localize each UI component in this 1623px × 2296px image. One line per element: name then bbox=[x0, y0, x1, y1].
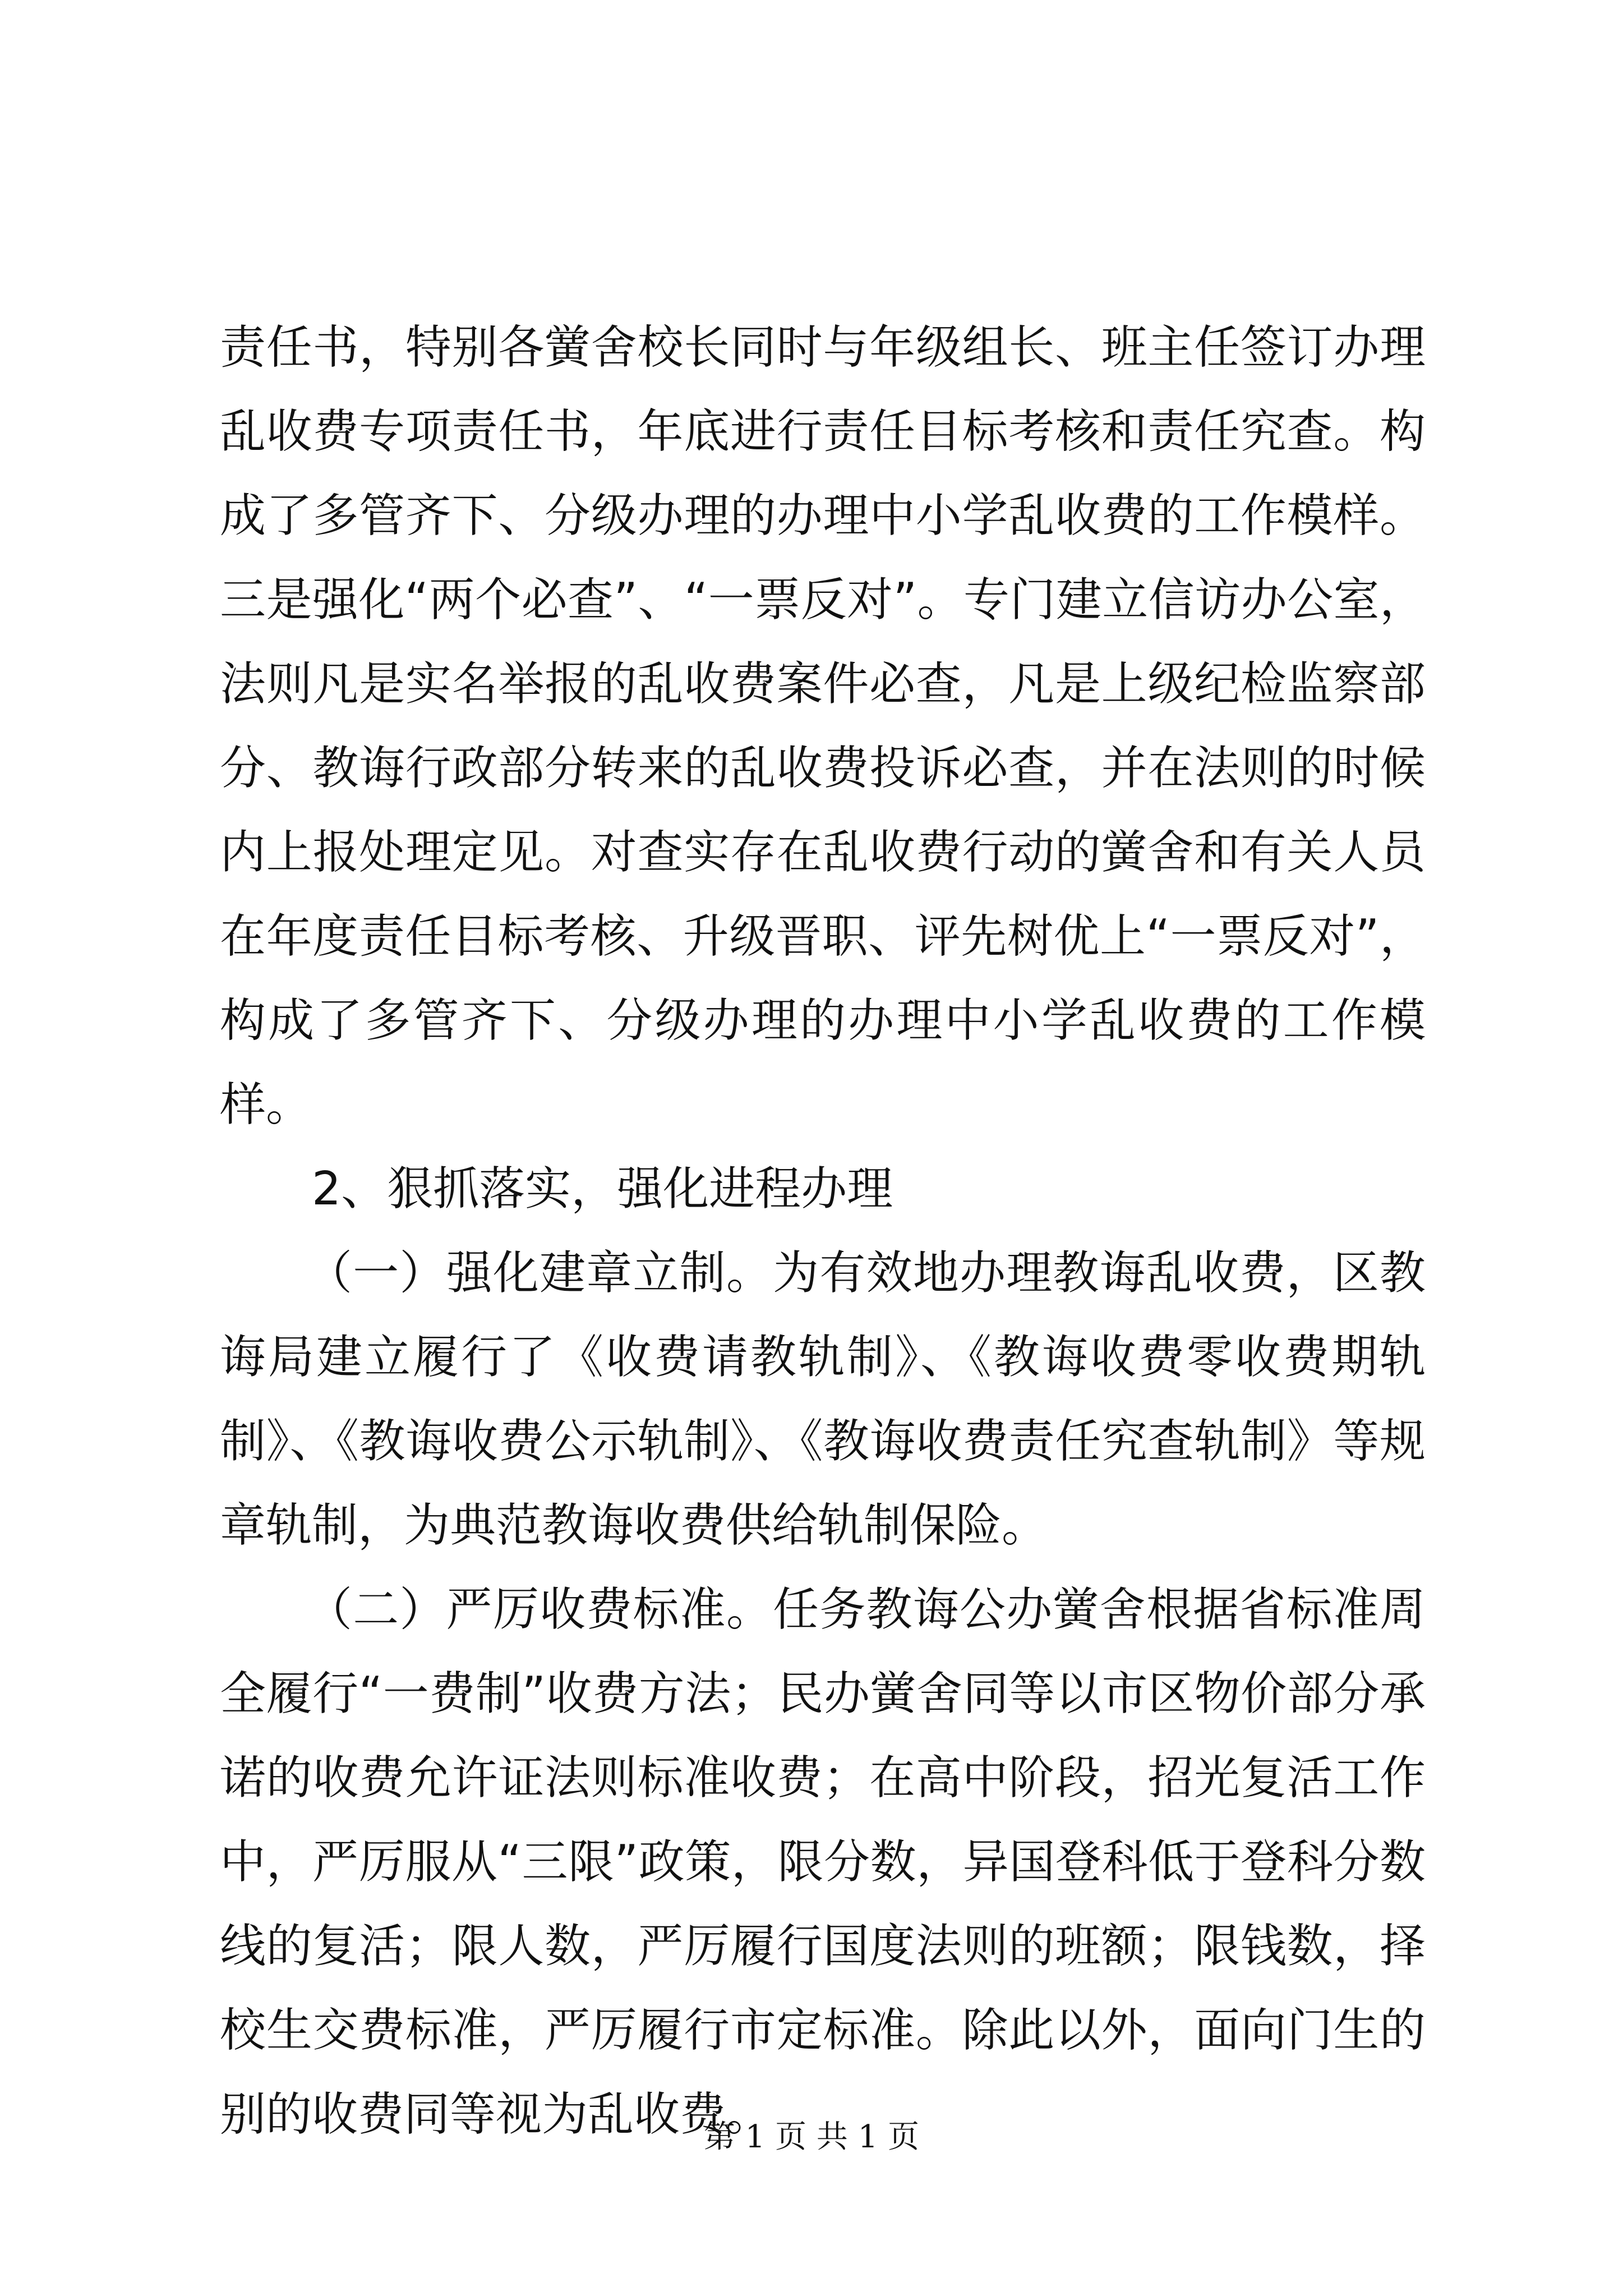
document-body bbox=[220, 306, 1426, 2157]
section-heading-implementation: 2、狠抓落实，强化进程办理 bbox=[312, 1162, 893, 1216]
paragraph-responsibility: 责任书，特别各黉舍校长同时与年级组长、班主任签订办理乱收费专项责任书，年底进行责任目标考核和责任究查。构成了多管齐下、分级办理的办理中小学乱收费的工作模样。三是强化“两个必查”、“一票反对”。专门建立信访办公室，法则凡是实名举报的乱收费案件必查，凡是上级纪检监察部分、教诲行政部分转来的乱收费投诉必查，并在法则的时候内上报处理定见。对查实存在乱收费行动的黉舍和有关人员在年度责任目标考核、升级晋职、评先树优上“一票反对”，构成了多管齐下、分级办理的办理中小学乱收费的工作模样。 bbox=[220, 321, 1426, 1131]
page-footer: 第 1 页 共 1 页 bbox=[703, 2119, 920, 2155]
paragraph-fee-standards: （二）严厉收费标准。任务教诲公办黉舍根据省标准周全履行“一费制”收费方法；民办黉舍同等以市区物价部分承诺的收费允许证法则标准收费；在高中阶段，招光复活工作中，严厉服从“三限”政策，限分数，异国登科低于登科分数线的复活；限人数，严厉履行国度法则的班额；限钱数，择校生交费标准，严厉履行市定标准。除此以外，面向门生的别的收费同等视为乱收费。 bbox=[220, 1583, 1426, 2141]
paragraph-rules: （一）强化建章立制。为有效地办理教诲乱收费，区教诲局建立履行了《收费请教轨制》、《教诲收费零收费期轨制》、《教诲收费公示轨制》、《教诲收费责任究查轨制》等规章轨制，为典范教诲收费供给轨制保险。 bbox=[220, 1246, 1426, 1552]
